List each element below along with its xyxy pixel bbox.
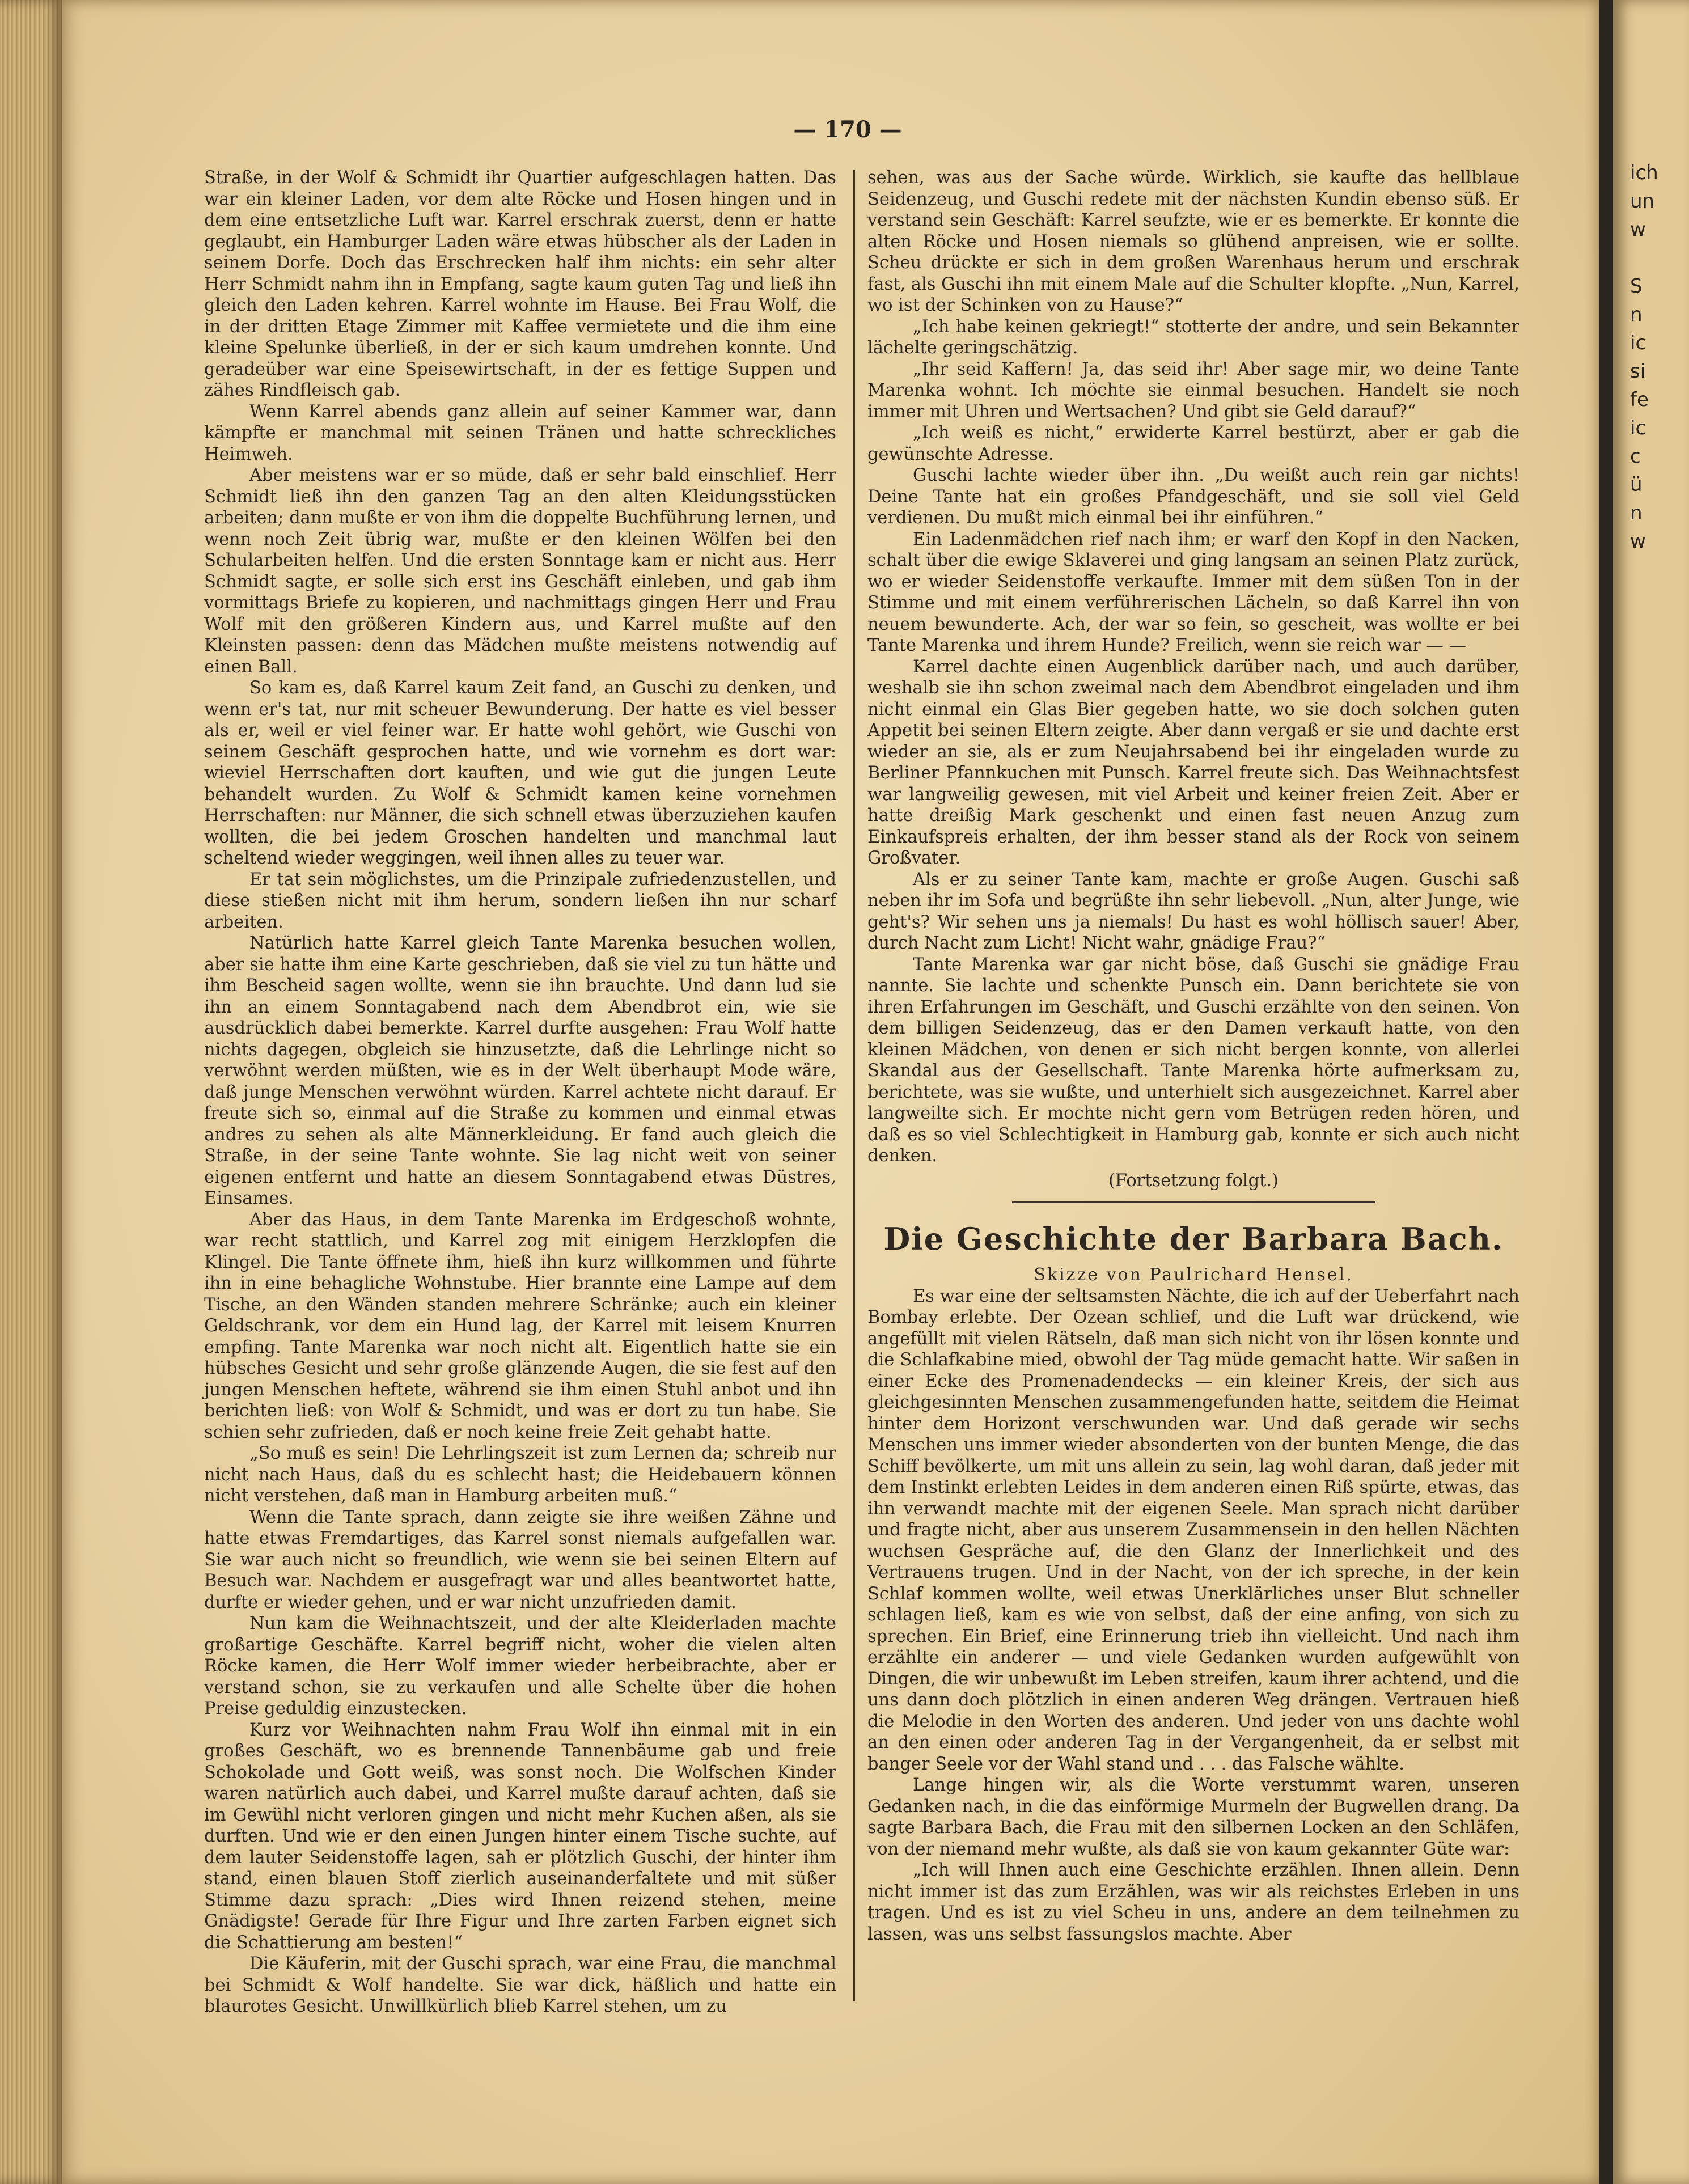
paragraph: Die Käuferin, mit der Guschi sprach, war eine Frau, die manchmal bei Schmidt & Wolf handelte. Sie war dick, häßlich und hatte ein blaurotes Gesicht. Unwillkürlich blieb Karrel stehen, um zu	[204, 1954, 836, 2016]
paragraph: Guschi lachte wieder über ihn. „Du weißt auch rein gar nichts! Deine Tante hat ein großes Pfandgeschäft, und sie soll viel Geld verdienen. Du mußt mich einmal bei ihr einführen.“	[867, 465, 1519, 528]
paragraph: „Ich habe keinen gekriegt!“ stotterte der andre, und sein Bekannter lächelte geringschätzig.	[867, 316, 1519, 358]
book-page-edges	[0, 0, 62, 2184]
paragraph: Lange hingen wir, als die Worte verstummt waren, unseren Gedanken nach, in die das einförmige Murmeln der Bugwellen drang. Da sagte Barbara Bach, die Frau mit den silbernen Locken an den Schläfen, von der niemand mehr wußte, als daß sie von kaum gekannter Güte war:	[867, 1775, 1519, 1859]
story-title: Die Geschichte der Barbara Bach.	[883, 1221, 1504, 1257]
paragraph: So kam es, daß Karrel kaum Zeit fand, an Guschi zu denken, und wenn er's tat, nur mit scheuer Bewunderung. Der hatte es viel besser als er, weil er viel feiner war. Er hatte wohl gehört, wie Guschi von seinem Geschäft gesprochen hatte, und wie vornehm es dort war: wieviel Herrschaften dort kauften, und wie gut die jungen Leute behandelt wurden. Zu Wolf & Schmidt kamen keine vornehmen Herrschaften: nur Männer, die sich schnell etwas überzuziehen kaufen wollten, die bei jedem Groschen handelten und manchmal laut scheltend wieder weggingen, weil ihnen alles zu teuer war.	[204, 678, 836, 868]
paragraph: „Ich weiß es nicht,“ erwiderte Karrel bestürzt, aber er gab die gewünschte Adresse.	[867, 423, 1519, 464]
paragraph: Aber das Haus, in dem Tante Marenka im Erdgeschoß wohnte, war recht stattlich, und Karrel zog mit einigem Herzklopfen die Klingel. Die Tante öffnete ihm, hieß ihn kurz willkommen und führte ihn in eine behagliche Wohnstube. Hier brannte eine Lampe auf dem Tische, an den Wänden standen mehrere Schränke; auch ein kleiner Geldschrank, vor dem ein Hund lag, der Karrel mit leisem Knurren empfing. Tante Marenka war noch nicht alt. Eigentlich hatte sie ein hübsches Gesicht und sehr große glänzende Augen, die sie fest auf den jungen Menschen heftete, während sie ihm einen Stuhl anbot und ihn berichten ließ: von Wolf & Schmidt, und was er dort zu tun habe. Sie schien sehr zufrieden, daß er noch keine freie Zeit gehabt hatte.	[204, 1209, 836, 1442]
left-column	[204, 167, 836, 2017]
paragraph: Straße, in der Wolf & Schmidt ihr Quartier aufgeschlagen hatten. Das war ein kleiner Laden, vor dem alte Röcke und Hosen hingen und in dem eine entsetzliche Luft war. Karrel erschrak zuerst, denn er hatte geglaubt, ein Hamburger Laden wäre etwas hübscher als der Laden in seinem Dorfe. Doch das Erschrecken half ihm nichts: ein sehr alter Herr Schmidt nahm ihn in Empfang, sagte kaum guten Tag und ließ ihn gleich den Laden kehren. Karrel wohnte im Hause. Bei Frau Wolf, die in der dritten Etage Zimmer mit Kaffee vermietete und die ihm eine kleine Spelunke überließ, in der er sich kaum umdrehen konnte. Und geradeüber war eine Speisewirtschaft, in der es fettige Suppen und zähes Rindfleisch gab.	[204, 168, 836, 400]
paragraph: Wenn Karrel abends ganz allein auf seiner Kammer war, dann kämpfte er manchmal mit seinen Tränen und hatte schreckliches Heimweh.	[204, 401, 836, 464]
paragraph: Kurz vor Weihnachten nahm Frau Wolf ihn einmal mit in ein großes Geschäft, wo es brennende Tannenbäume gab und freie Schokolade und Gott weiß, was sonst noch. Die Wolfschen Kinder waren natürlich auch dabei, und Karrel mußte darauf achten, daß sie im Gewühl nicht verloren gingen und nicht mehr Kuchen aßen, als sie durften. Und wie er den einen Jungen hinter einem Tische suchte, auf dem lauter Seidenstoffe lagen, sah er plötzlich Guschi, der hinter ihm stand, einen blauen Stoff zierlich auseinanderfaltete und mit süßer Stimme dazu sprach: „Dies wird Ihnen reizend stehen, meine Gnädigste! Gerade für Ihre Figur und Ihre zarten Farben eignet sich die Schattierung am besten!“	[204, 1720, 836, 1953]
paragraph: Tante Marenka war gar nicht böse, daß Guschi sie gnädige Frau nannte. Sie lachte und schenkte Punsch ein. Dann berichtete sie von ihren Erfahrungen im Geschäft, und Guschi erzählte von den seinen. Von dem billigen Seidenzeug, das er den Damen verkauft hatte, von den kleinen Mädchen, von denen er sich nicht bergen konnte, von allerlei Skandal aus der Gesellschaft. Tante Marenka hörte aufmerksam zu, berichtete, was sie wußte, und unterhielt sich ausgezeichnet. Karrel aber langweilte sich. Er mochte nicht gern vom Betrügen reden hören, und daß es so viel Schlechtigkeit in Hamburg gab, konnte er sich auch nicht denken.	[867, 954, 1519, 1166]
paragraph: Natürlich hatte Karrel gleich Tante Marenka besuchen wollen, aber sie hatte ihm eine Karte geschrieben, daß sie viel zu tun hätte und ihm Bescheid sagen wollte, wenn sie ihn brauchte. Und dann lud sie ihn an einem Sonntagabend nach dem Abendbrot ein, wie sie ausdrücklich dabei bemerkte. Karrel durfte ausgehen: Frau Wolf hatte nichts dagegen, obgleich sie hinzusetzte, daß die Lehrlinge nicht so verwöhnt werden müßten, wie es in der Welt überhaupt Mode wäre, daß junge Menschen verwöhnt würden. Karrel achtete nicht darauf. Er freute sich so, einmal auf die Straße zu kommen und einmal etwas andres zu sehen als alte Männerkleidung. Er fand auch gleich die Straße, in der seine Tante wohnte. Sie lag nicht weit von seiner eigenen entfernt und hatte an diesem Sonntagabend etwas Düstres, Einsames.	[204, 933, 836, 1208]
paragraph: Es war eine der seltsamsten Nächte, die ich auf der Ueberfahrt nach Bombay erlebte. Der Ozean schlief, und die Luft war drückend, wie angefüllt mit vielen Rätseln, daß man sich nicht von ihr lösen konnte und die Schlafkabine mied, obwohl der Tag müde gemacht hatte. Wir saßen in einer Ecke des Promenadendecks — ein kleiner Kreis, der sich aus gleichgesinnten Menschen zusammengefunden hatte, seitdem die Heimat hinter dem Horizont verschwunden war. Und daß gerade wir sechs Menschen uns immer wieder absonderten von der bunten Menge, die das Schiff bevölkerte, um mit uns allein zu sein, lag wohl daran, daß jeder mit dem Instinkt erlebten Leides in dem anderen einen Riß spürte, etwas, das ihn verwandt machte mit der eigenen Seele. Man sprach nicht darüber und fragte nicht, aber aus unserem Zusammensein in den hellen Nächten wuchsen Gespräche auf, die den Glanz der Innerlichkeit und des Vertrauens trugen. Und in der Nacht, von der ich spreche, in der kein Schlaf kommen wollte, weil etwas Unerklärliches unser Blut schneller schlagen ließ, kam es wie von selbst, daß der eine anfing, von sich zu sprechen. Ein Brief, eine Erinnerung trieb ihn vielleicht. Und nach ihm erzählte ein anderer — und viele Gedanken wurden aufgewühlt von Dingen, die wir unbewußt im Leben streifen, kaum ihrer achtend, und die uns dann doch plötzlich in einen anderen Weg drängen. Vertrauen hieß die Melodie in den Worten des anderen. Und jeder von uns dachte wohl an den einen oder anderen Tag in der Vergangenheit, da er selbst mit banger Seele vor der Wahl stand und . . . das Falsche wählte.	[867, 1286, 1519, 1774]
column-divider	[853, 170, 855, 2001]
section-divider	[1012, 1201, 1375, 1203]
adjacent-page	[1613, 0, 1689, 2184]
paragraph: Aber meistens war er so müde, daß er sehr bald einschlief. Herr Schmidt ließ ihn den ganzen Tag an den alten Kleidungsstücken arbeiten; dann mußte er von ihm die doppelte Buchführung lernen, und wenn noch Zeit übrig war, mußte er den kleinen Wölfen bei den Schularbeiten helfen. Und die ersten Sonntage kam er nicht aus. Herr Schmidt sagte, er solle sich erst ins Geschäft einleben, und gab ihm vormittags Briefe zu kopieren, und nachmittags gingen Herr und Frau Wolf mit den größeren Kindern aus, und Karrel mußte auf den Kleinsten passen: denn das Mädchen mußte meistens notwendig auf einen Ball.	[204, 465, 836, 677]
paragraph: Wenn die Tante sprach, dann zeigte sie ihre weißen Zähne und hatte etwas Fremdartiges, das Karrel sonst niemals aufgefallen war. Sie war auch nicht so freundlich, wie wenn sie bei seinen Eltern auf Besuch war. Nachdem er ausgefragt war und alles beantwortet hatte, durfte er wieder gehen, und er war nicht unzufrieden damit.	[204, 1507, 836, 1612]
paragraph: „Ich will Ihnen auch eine Geschichte erzählen. Ihnen allein. Denn nicht immer ist das zum Erzählen, was wir als reichstes Erleben in uns tragen. Und es ist zu viel Scheu in uns, andere an dem teilnehmen zu lassen, was uns selbst fassungslos machte. Aber	[867, 1860, 1519, 1944]
paragraph: Er tat sein möglichstes, um die Prinzipale zufriedenzustellen, und diese stießen nicht mit ihm herum, sondern ließen ihn nur scharf arbeiten.	[204, 869, 836, 932]
adjacent-page-text: ich un w S n ic si fe ic c ü n w	[1630, 162, 1658, 553]
paragraph: Ein Ladenmädchen rief nach ihm; er warf den Kopf in den Nacken, schalt über die ewige Sklaverei und ging langsam an seinen Platz zurück, wo er wieder Seidenstoffe verkaufte. Immer mit dem süßen Ton in der Stimme und mit einem verführerischen Lächeln, so daß Karrel ihn von neuem bewunderte. Ach, der war so fein, so gescheit, was wollte er bei Tante Marenka und ihrem Hunde? Freilich, wenn sie reich war — —	[867, 529, 1519, 655]
paragraph: Nun kam die Weihnachtszeit, und der alte Kleiderladen machte großartige Geschäfte. Karrel begriff nicht, woher die vielen alten Röcke kamen, die Herr Wolf immer wieder herbeibrachte, aber er verstand schon, sie zu verkaufen und alle Schelte über die hohen Preise geduldig einzustecken.	[204, 1614, 836, 1719]
continuation-note: (Fortsetzung folgt.)	[1108, 1170, 1279, 1191]
paragraph: „Ihr seid Kaffern! Ja, das seid ihr! Aber sage mir, wo deine Tante Marenka wohnt. Ich möchte sie einmal besuchen. Handelt sie noch immer mit Uhren und Wertsachen? Und gibt sie Geld darauf?“	[867, 359, 1519, 422]
story-byline: Skizze von Paulrichard Hensel.	[1034, 1265, 1353, 1285]
right-column	[867, 167, 1519, 1945]
paragraph: „So muß es sein! Die Lehrlingszeit ist zum Lernen da; schreib nur nicht nach Haus, daß du es schlecht hast; die Heidebauern können nicht verstehen, daß man in Hamburg arbeiten muß.“	[204, 1444, 836, 1506]
page-number: — 170 —	[793, 116, 902, 143]
paragraph: sehen, was aus der Sache würde. Wirklich, sie kaufte das hellblaue Seidenzeug, und Guschi redete mit der nächsten Kundin ebenso süß. Er verstand sein Geschäft: Karrel seufzte, wie er es bemerkte. Er konnte die alten Röcke und Hosen niemals so glühend anpreisen, wie er sollte. Scheu drückte er sich in dem großen Warenhaus herum und erschrak fast, als Guschi ihn mit einem Male auf die Schulter klopfte. „Nun, Karrel, wo ist der Schinken von zu Hause?“	[867, 168, 1519, 315]
paragraph: Karrel dachte einen Augenblick darüber nach, und auch darüber, weshalb sie ihn schon zweimal nach dem Abendbrot eingeladen und ihm nicht einmal ein Glas Bier gegeben hatte, wo sie doch solchen guten Appetit bei seinen Eltern zeigte. Aber dann vergaß er sie und dachte erst wieder an sie, als er zum Neujahrsabend bei ihr eingeladen wurde zu Berliner Pfannkuchen mit Punsch. Karrel freute sich. Das Weihnachtsfest war langweilig gewesen, mit viel Arbeit und keiner freien Zeit. Aber er hatte dreißig Mark geschenkt und einen fast neuen Anzug zum Einkaufspreis erhalten, der ihm besser stand als der Rock von seinem Großvater.	[867, 657, 1519, 868]
paragraph: Als er zu seiner Tante kam, machte er große Augen. Guschi saß neben ihr im Sofa und begrüßte ihn sehr liebevoll. „Nun, alter Junge, wie geht's? Wir sehen uns ja niemals! Du hast es wohl höllisch sauer! Aber, durch Nacht zum Licht! Nicht wahr, gnädige Frau?“	[867, 869, 1519, 953]
